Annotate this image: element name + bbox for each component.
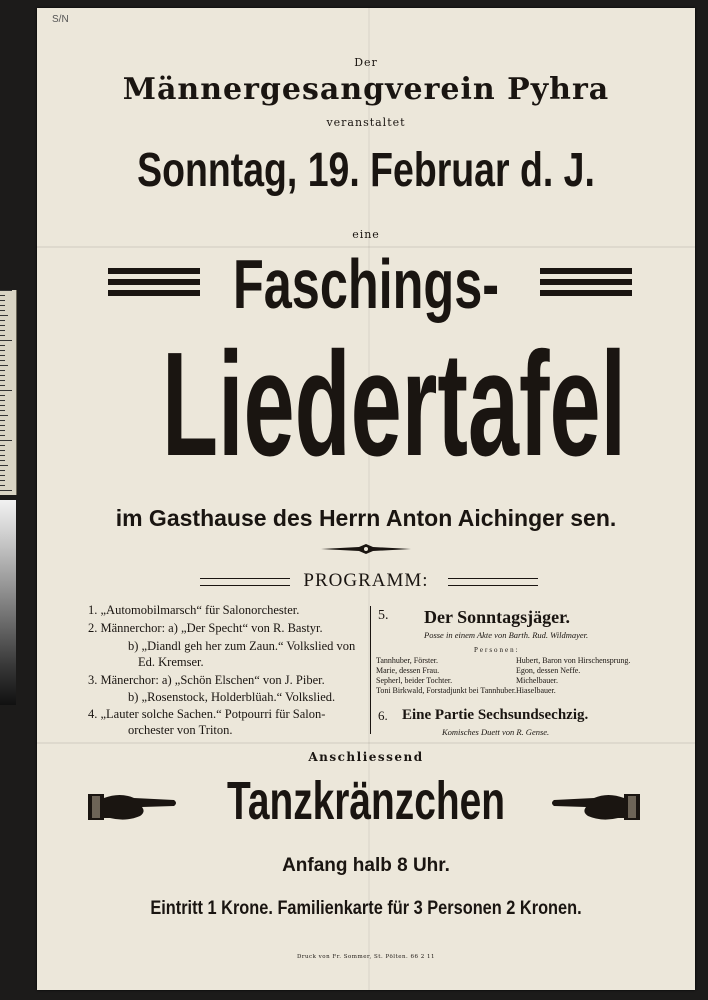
ruler-tick [0,315,8,316]
ornament-icon [321,544,411,554]
program-line: 3. Mänerchor: a) „Schön Elschen“ von J. Piber. [88,673,325,687]
ruler-tick [0,405,5,406]
ruler-tick [0,375,5,376]
program-line: Ed. Kremser. [138,655,204,669]
title-liedertafel: Liedertafel [162,322,627,487]
ruler-tick [0,295,5,296]
ruler-tick [0,435,5,436]
program-line: 4. „Lauter solche Sachen.“ Potpourri für Salon- [88,707,326,721]
person-entry: Egon, dessen Neffe. [516,666,581,675]
tanz-heading: Tanzkränzchen [226,771,505,831]
ruler-tick [0,360,5,361]
ruler-tick [0,420,5,421]
ruler-tick [0,365,8,366]
ruler-tick [0,340,12,341]
ruler-tick [0,390,12,391]
verein-name: Männergesangverein Pyhra [122,72,610,107]
item6-number: 6. [378,708,388,723]
ruler-tick [0,350,5,351]
program-line: 2. Männerchor: a) „Der Specht“ von R. Bastyr. [88,621,323,635]
person-entry: Sepherl, beider Tochter. [376,676,453,685]
person-entry: Toni Birkwald, Forstadjunkt bei Tannhuber. [376,686,517,695]
program-line: b) „Rosenstock, Holderblüah.“ Volkslied. [128,690,336,704]
item6-subtitle: Komisches Duett von R. Gense. [442,727,550,737]
person-entry: Marie, dessen Frau. [376,666,440,675]
ruler-tick [0,300,5,301]
ruler-tick [0,410,5,411]
item5-title: Der Sonntagsjäger. [424,607,571,627]
ruler-tick [0,380,5,381]
event-date: Sonntag, 19. Februar d. J. [137,144,595,197]
ruler-tick [0,400,5,401]
anschliessend: Anschliessend [308,750,424,764]
ruler-tick [0,325,5,326]
item5-subtitle: Posse in einem Akte von Barth. Rud. Wildmayer. [424,630,589,640]
personen-label: Personen: [474,646,520,654]
person-entry: Michelbauer. [516,676,558,685]
ruler-tick [0,290,12,291]
corner-note: S/N [52,14,69,25]
header-eine: eine [352,228,380,241]
ruler-tick [0,490,12,491]
ruler-tick [0,320,5,321]
header-veranstaltet: veranstaltet [326,116,406,129]
ruler-tick [0,465,8,466]
ruler-tick [0,475,5,476]
ruler-tick [0,355,5,356]
ruler-tick [0,430,5,431]
ruler-tick [0,335,5,336]
ruler-tick [0,345,5,346]
ruler-tick [0,480,5,481]
ruler-tick [0,440,12,441]
ruler-tick [0,445,5,446]
ruler-tick [0,310,5,311]
ruler-tick [0,415,8,416]
measuring-ruler [0,290,17,495]
ruler-tick [0,370,5,371]
ruler-tick [0,385,5,386]
person-entry: Tannhuber, Förster. [376,656,438,665]
program-line: orchester von Triton. [128,723,233,737]
person-entry: Hubert, Baron von Hirschensprung. [516,656,631,665]
printer-line: Druck von Fr. Sommer, St. Pölten. 66 2 11 [296,954,436,960]
ruler-tick [0,425,5,426]
grayscale-strip [0,500,16,705]
ruler-tick [0,450,5,451]
venue-line: im Gasthause des Herrn Anton Aichinger sen. [115,505,617,531]
ruler-tick [0,330,5,331]
fold-line [37,742,695,744]
person-entry: Hiaselbauer. [516,686,556,695]
ruler-tick [0,305,5,306]
title-faschings: Faschings- [232,245,500,323]
ruler-tick [0,470,5,471]
program-line: 1. „Automobilmarsch“ für Salonorchester. [88,603,300,617]
programm-heading: PROGRAMM: [303,570,429,591]
column-divider [370,606,371,734]
ruler-tick [0,395,5,396]
ruler-tick [0,485,5,486]
item6-title: Eine Partie Sechsundsechzig. [402,707,589,723]
program-line: b) „Diandl geh her zum Zaun.“ Volkslied von [128,639,356,653]
admission-prices: Eintritt 1 Krone. Familienkarte für 3 Personen 2 Kronen. [150,898,582,919]
item5-number: 5. [378,608,389,623]
ruler-tick [0,455,5,456]
start-time: Anfang halb 8 Uhr. [282,855,450,876]
ruler-tick [0,460,5,461]
header-der: Der [354,56,378,69]
divider-ornament [37,544,695,557]
